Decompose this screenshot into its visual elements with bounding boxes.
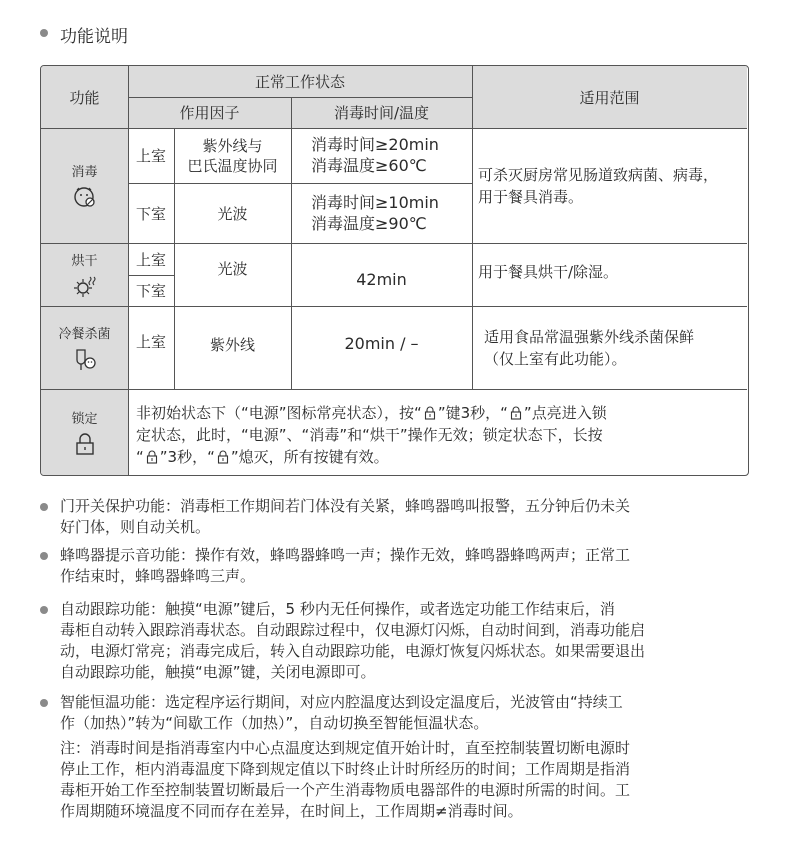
func-dry (41, 243, 128, 306)
paragraph-bullet (40, 699, 48, 707)
dry-scope: 用于餐具烘干/除湿。 (478, 263, 619, 281)
disinfect-lower-room: 下室 (135, 204, 166, 223)
lock-glyph-icon (509, 406, 523, 420)
dry-sun-icon (72, 273, 98, 299)
cold-scope-line1: 适用食品常温强紫外线杀菌保鲜 (484, 328, 695, 346)
header-scope: 适用范围 (579, 88, 640, 107)
grid-line (128, 97, 472, 98)
disinfect-scope-line2: 用于餐具消毒。 (478, 188, 584, 206)
sterilize-face-icon (72, 184, 98, 210)
paragraph-buzzer (60, 545, 630, 587)
note-line: 停止工作，柜内消毒温度下降到规定值以下时终止计时所经历的时间；工作周期是指消 (60, 760, 631, 778)
header-func: 功能 (69, 88, 100, 107)
note-line: 作周期随环境温度不同而存在差异，在时间上，工作周期≠消毒时间。 (60, 802, 523, 820)
paragraph-line: 门开关保护功能：消毒柜工作期间若门体没有关紧，蜂鸣器鸣叫报警，五分钟后仍未关 (60, 497, 631, 515)
paragraph-smart-thermostat (60, 692, 623, 734)
lock-line3-b: ”3秒，“ (159, 448, 215, 466)
paragraph-door-protection (60, 496, 630, 538)
cold-factor: 紫外线 (209, 336, 255, 354)
disinfect-lower-factor: 光波 (217, 204, 248, 223)
lock-line3-c: ”熄灭，所有按键有效。 (230, 448, 389, 466)
lock-line1-b: ”键3秒，“ (437, 404, 508, 422)
dry-factor: 光波 (217, 259, 248, 278)
disinfect-upper-time-line2: 消毒温度≥60℃ (311, 156, 427, 175)
paragraph-auto-tracking (60, 599, 645, 683)
func-lock-label: 锁定 (71, 411, 98, 427)
paragraph-line: 作（加热）”转为“间歇工作（加热）”，自动切换至智能恒温状态。 (60, 714, 489, 732)
cold-scope-line2: （仅上室有此功能）。 (484, 350, 627, 368)
lock-line1-c: ”点亮进入锁 (523, 404, 607, 422)
section-heading: 功能说明 (60, 27, 128, 47)
disinfect-lower-time-line1: 消毒时间≥10min (311, 193, 439, 212)
lock-icon (72, 431, 98, 457)
disinfect-scope (472, 128, 747, 243)
note-line: 注：消毒时间是指消毒室内中心点温度达到规定值开始计时，直至控制装置切断电源时 (60, 739, 631, 757)
lock-line3 (136, 446, 747, 468)
disinfect-scope-line1: 可杀灭厨房常见肠道致病菌、病毒， (478, 166, 719, 184)
note-line: 毒柜开始工作至控制装置切断最后一个产生消毒物质电器部件的电源时所需的时间。工 (60, 781, 631, 799)
lock-line1-a: 非初始状态下（“电源”图标常亮状态），按“ (136, 404, 422, 422)
note-block (60, 738, 630, 822)
paragraph-line: 作结束时，蜂鸣器蜂鸣三声。 (60, 567, 256, 585)
lock-line3-a: “ (136, 448, 144, 466)
dry-lower-room: 下室 (135, 282, 166, 300)
func-dry-label: 烘干 (71, 254, 98, 269)
cold-time: 20min / – (344, 334, 419, 353)
func-cold-meal-label: 冷餐杀菌 (58, 327, 111, 342)
disinfect-upper-factor-line2: 巴氏温度协同 (187, 156, 278, 175)
heading-bullet (40, 29, 48, 37)
disinfect-upper-time-line1: 消毒时间≥20min (311, 135, 439, 154)
disinfect-upper-factor (174, 128, 291, 183)
paragraph-line: 自动跟踪功能：触摸“电源”键后，5 秒内无任何操作，或者选定功能工作结束后，消 (60, 600, 615, 618)
cold-room: 上室 (135, 333, 166, 351)
lock-glyph-icon (145, 450, 159, 464)
cold-meal-icon (72, 346, 98, 372)
header-time: 消毒时间/温度 (333, 104, 430, 122)
disinfect-lower-time (291, 183, 472, 243)
disinfect-upper-time (291, 128, 472, 183)
header-factor: 作用因子 (179, 104, 240, 122)
disinfect-upper-room: 上室 (135, 147, 166, 165)
lock-glyph-icon (423, 406, 437, 420)
paragraph-line: 智能恒温功能：选定程序运行期间，对应内腔温度达到设定温度后，光波管由“持续工 (60, 693, 623, 711)
paragraph-line: 好门体，则自动关机。 (60, 518, 211, 536)
func-disinfect (41, 128, 128, 243)
func-disinfect-label: 消毒 (71, 165, 98, 180)
lock-line1 (136, 402, 747, 424)
paragraph-bullet (40, 503, 48, 511)
func-lock (41, 389, 128, 475)
lock-glyph-icon (216, 450, 230, 464)
function-table (40, 65, 749, 476)
paragraph-bullet (40, 552, 48, 560)
paragraph-line: 毒柜自动转入跟踪消毒状态。自动跟踪过程中，仅电源灯闪烁，自动时间到，消毒功能启 (60, 621, 646, 639)
cold-scope (472, 306, 747, 389)
paragraph-line: 自动跟踪功能，触摸“电源”键，关闭电源即可。 (60, 663, 376, 681)
dry-upper-room: 上室 (135, 250, 166, 269)
func-cold-meal (41, 306, 128, 389)
paragraph-line: 蜂鸣器提示音功能：操作有效，蜂鸣器蜂鸣一声；操作无效，蜂鸣器蜂鸣两声；正常工 (60, 546, 631, 564)
disinfect-upper-factor-line1: 紫外线与 (202, 136, 263, 155)
header-normal-state: 正常工作状态 (254, 73, 345, 91)
dry-time: 42min (356, 269, 407, 289)
lock-description (128, 389, 747, 475)
paragraph-bullet (40, 606, 48, 614)
disinfect-lower-time-line2: 消毒温度≥90℃ (311, 214, 427, 233)
paragraph-line: 动，电源灯常亮；消毒完成后，转入自动跟踪功能，电源灯恢复闪烁状态。如果需要退出 (60, 642, 646, 660)
lock-line2: 定状态，此时，“电源”、“消毒”和“烘干”操作无效；锁定状态下，长按 (136, 426, 603, 444)
